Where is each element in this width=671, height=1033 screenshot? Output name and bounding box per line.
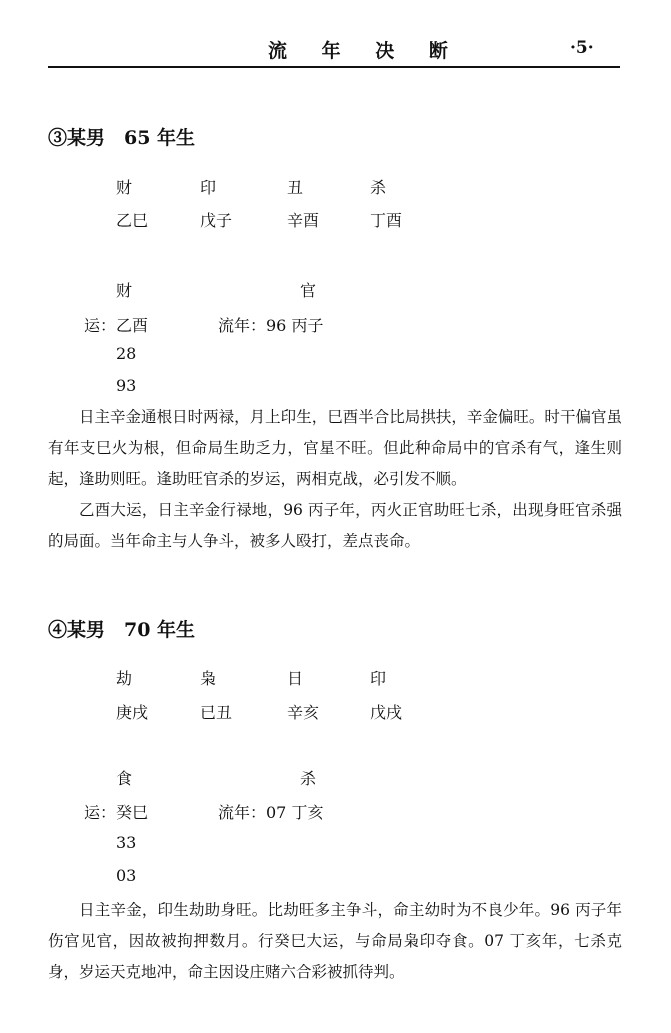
ten-god-day: 丑 [287, 178, 304, 197]
luck-ten-god: 食 [116, 769, 133, 788]
page-number: ·5· [570, 38, 594, 58]
ten-god-year: 财 [116, 178, 133, 197]
case-title: ④某男 70 年生 [48, 619, 196, 641]
analysis-paragraph: 乙酉大运，日主辛金行禄地，96 丙子年，丙火正官助旺七杀，出现身旺官杀强的局面。当年命主与人争斗，被多人殴打，差点丧命。 [48, 501, 622, 550]
pillar-year: 庚戌 [116, 703, 149, 722]
pillar-year: 乙巳 [116, 211, 149, 230]
flow-year-ten-god: 官 [300, 281, 317, 300]
luck-pillar: 运：癸巳 [84, 803, 149, 822]
case-title: ③某男 65 年生 [48, 127, 196, 149]
ten-god-year: 劫 [116, 669, 133, 688]
pillar-month: 已丑 [200, 703, 233, 722]
pillar-hour: 丁酉 [370, 211, 403, 230]
analysis-text [48, 402, 622, 557]
luck-pillar: 运：乙酉 [84, 316, 149, 335]
header-title: 流 年 决 断 [268, 40, 462, 62]
luck-start-age: 28 [116, 344, 137, 363]
pillar-day: 辛亥 [287, 703, 320, 722]
ten-god-hour: 杀 [370, 178, 387, 197]
ten-god-hour: 印 [370, 669, 387, 688]
flow-year: 流年：07 丁亥 [218, 803, 324, 822]
pillar-hour: 戊戌 [370, 703, 403, 722]
ten-god-day: 日 [287, 669, 304, 688]
luck-start-year: 03 [116, 866, 137, 885]
analysis-paragraph: 日主辛金，印生劫助身旺。比劫旺多主争斗，命主幼时为不良少年。96 丙子年伤官见官，因故被拘押数月。行癸巳大运，与命局枭印夺食。07 丁亥年，七杀克身，岁运天克地冲，命主因设庄赌六合彩被抓待判。 [48, 901, 622, 981]
luck-start-year: 93 [116, 376, 137, 395]
ten-god-month: 枭 [200, 669, 217, 688]
analysis-paragraph: 日主辛金通根日时两禄，月上印生，巳酉半合比局拱扶，辛金偏旺。时干偏官虽有年支巳火为根，但命局生助乏力，官星不旺。但此种命局中的官杀有气，逢生则起，逢助则旺。逢助旺官杀的岁运，两相克战，必引发不顺。 [48, 408, 622, 488]
ten-god-month: 印 [200, 178, 217, 197]
flow-year: 流年：96 丙子 [218, 316, 324, 335]
pillar-day: 辛酉 [287, 211, 320, 230]
flow-year-ten-god: 杀 [300, 769, 317, 788]
luck-ten-god: 财 [116, 281, 133, 300]
pillar-month: 戊子 [200, 211, 233, 230]
analysis-text [48, 895, 622, 988]
header-divider [48, 66, 620, 68]
luck-start-age: 33 [116, 833, 137, 852]
